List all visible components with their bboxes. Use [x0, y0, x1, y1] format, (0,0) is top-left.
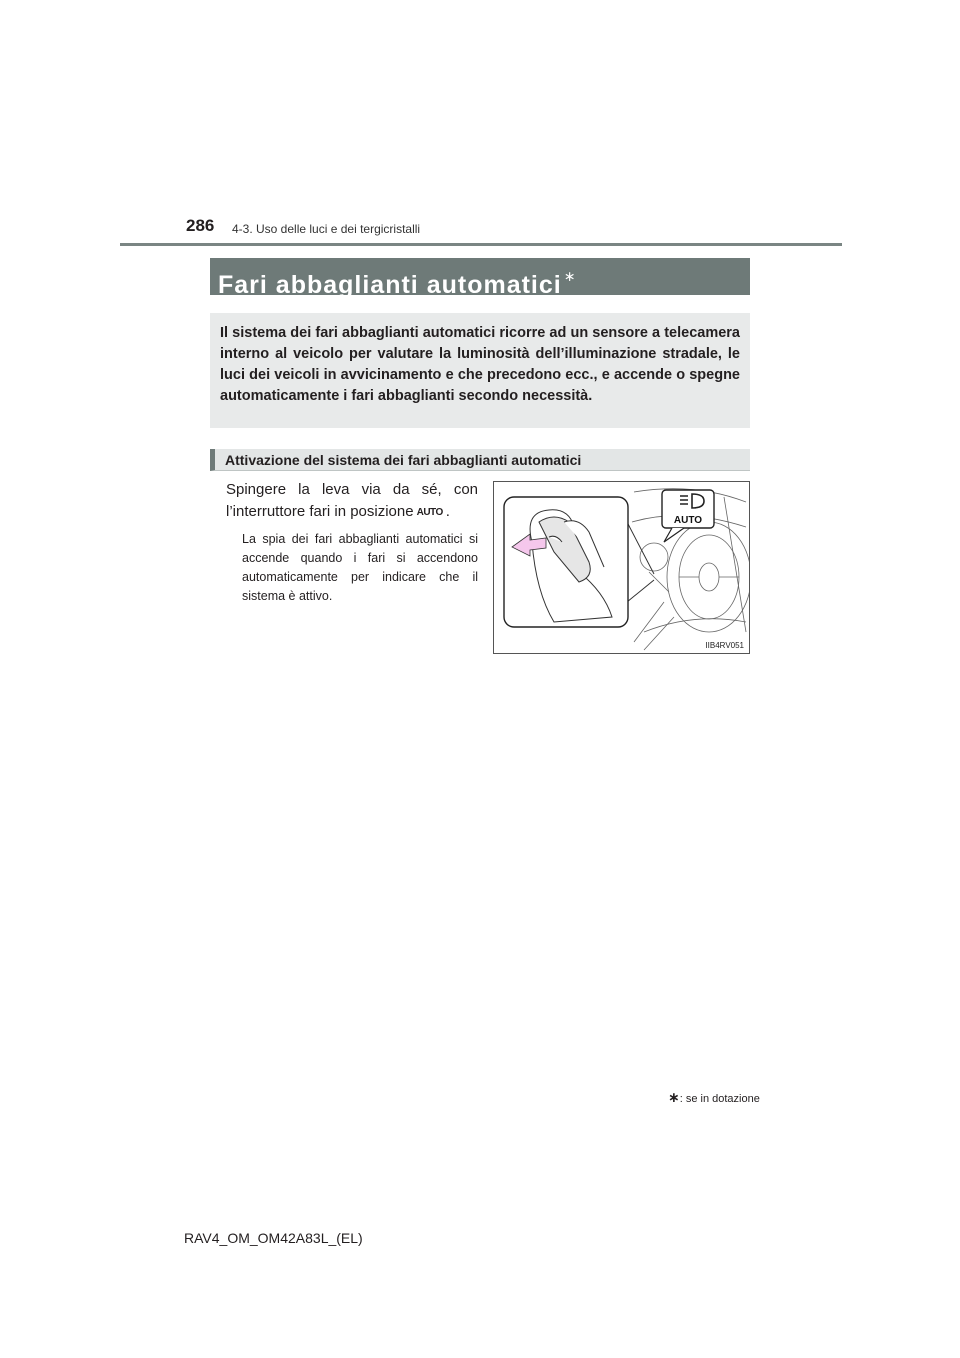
- page-title: Fari abbaglianti automatici: [218, 271, 562, 299]
- footnote-text: : se in dotazione: [679, 1093, 760, 1105]
- instruction-main: Spingere la leva via da sé, con l’interruttore fari in posizione: [226, 481, 478, 520]
- footnote-asterisk-icon: ∗: [668, 1089, 680, 1105]
- document-id: RAV4_OM_OM42A83L_(EL): [184, 1230, 363, 1246]
- indicator-note: [242, 530, 478, 606]
- instruction-end: .: [445, 503, 450, 520]
- optional-asterisk-icon: ∗: [563, 268, 577, 284]
- indicator-label: AUTO: [673, 515, 703, 526]
- indicator-note-text: La spia dei fari abbaglianti automatici si accende quando i fari si accendono automaticamente per indicare che il sistema è attivo.: [242, 532, 478, 603]
- footnote: [668, 1089, 760, 1106]
- instruction-text: [226, 479, 478, 524]
- subsection-heading: [210, 449, 750, 471]
- section-path: 4-3. Uso delle luci e dei tergicristalli: [232, 222, 421, 236]
- lever-illustration: [493, 481, 750, 654]
- subsection-heading-text: Attivazione del sistema dei fari abbaglianti automatici: [225, 452, 582, 468]
- intro-text: Il sistema dei fari abbaglianti automatici ricorre ad un sensore a telecamera interno al veicolo per valutare la luminosità dell’illuminazione stradale, le luci dei veicoli in avvicinamento e che precedono ecc., e accende o spegne automaticamente i fari abbaglianti secondo necessità.: [220, 325, 740, 404]
- illustration-drawing: [494, 482, 749, 653]
- page-number: 286: [186, 216, 215, 235]
- page-title-bar: [210, 258, 750, 299]
- figure-code: IIB4RV051: [705, 641, 744, 650]
- header-rule: [120, 243, 842, 246]
- auto-position-symbol: AUTO: [416, 507, 443, 518]
- intro-box: [210, 313, 750, 428]
